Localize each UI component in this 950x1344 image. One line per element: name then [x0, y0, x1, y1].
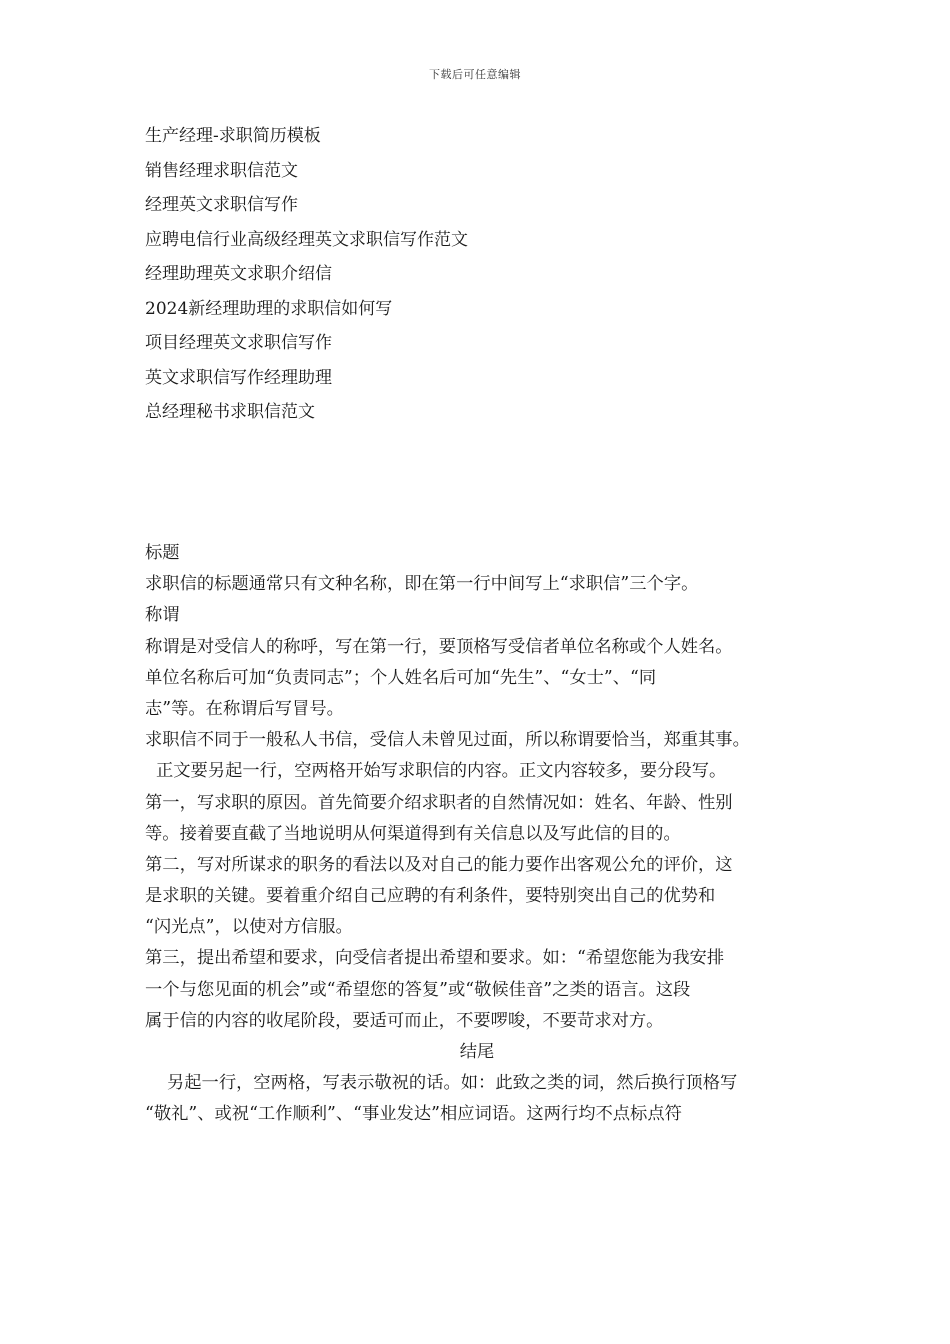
related-link[interactable]: 销售经理求职信范文 — [145, 160, 298, 181]
related-link[interactable]: 2024新经理助理的求职信如何写 — [145, 298, 393, 319]
body-text-line: “敬礼”、或祝“工作顺利”、“事业发达”相应词语。这两行均不点标点符 — [145, 1104, 682, 1125]
body-text-line: 第二，写对所谋求的职务的看法以及对自己的能力要作出客观公允的评价，这 — [145, 854, 733, 875]
body-text-line: 求职信的标题通常只有文种名称，即在第一行中间写上“求职信”三个字。 — [145, 574, 699, 595]
body-text-line: 单位名称后可加“负责同志”；个人姓名后可加“先生”、“女士”、“同 — [145, 667, 657, 688]
document-body — [145, 539, 809, 1132]
body-text-line: 属于信的内容的收尾阶段，要适可而止，不要啰唆，不要苛求对方。 — [145, 1010, 664, 1031]
body-text-line: 志”等。在称谓后写冒号。 — [145, 698, 344, 719]
body-text-line: 等。接着要直截了当地说明从何渠道得到有关信息以及写此信的目的。 — [145, 823, 681, 844]
related-link[interactable]: 经理助理英文求职介绍信 — [145, 264, 332, 284]
related-link[interactable]: 生产经理-求职简历模板 — [145, 126, 321, 146]
related-link[interactable]: 应聘电信行业高级经理英文求职信写作范文 — [145, 229, 468, 250]
related-link[interactable]: 项目经理英文求职信写作 — [145, 333, 332, 353]
body-text-line: “闪光点”，以使对方信服。 — [145, 917, 353, 938]
related-link[interactable]: 总经理秘书求职信范文 — [145, 402, 315, 422]
body-text-line: 一个与您见面的机会”或“希望您的答复”或“敬候佳音”之类的语言。这段 — [145, 979, 691, 1000]
body-text-line: 第一，写求职的原因。首先简要介绍求职者的自然情况如：姓名、年龄、性别 — [145, 792, 733, 813]
section-heading-title: 标题 — [145, 543, 180, 563]
related-link[interactable]: 经理英文求职信写作 — [145, 195, 298, 215]
body-text-line: 另起一行，空两格，写表示敬祝的话。如：此致之类的词，然后换行顶格写 — [145, 1073, 738, 1094]
section-heading-closing: 结尾 — [459, 1042, 495, 1062]
related-links-list — [145, 122, 825, 433]
body-text-line: 是求职的关键。要着重介绍自己应聘的有利条件，要特别突出自己的优势和 — [145, 886, 716, 907]
page-header-note: 下载后可任意编辑 — [429, 68, 521, 81]
body-text-line: 正文要另起一行，空两格开始写求职信的内容。正文内容较多，要分段写。 — [145, 761, 727, 782]
section-heading-salutation: 称谓 — [145, 605, 180, 626]
body-text-line: 称谓是对受信人的称呼，写在第一行，要顶格写受信者单位名称或个人姓名。 — [145, 636, 733, 657]
related-link[interactable]: 英文求职信写作经理助理 — [145, 367, 332, 388]
body-text-line: 第三，提出希望和要求，向受信者提出希望和要求。如：“希望您能为我安排 — [145, 948, 725, 969]
body-text-line: 求职信不同于一般私人书信，受信人未曾见过面，所以称谓要恰当，郑重其事。 — [145, 730, 750, 751]
